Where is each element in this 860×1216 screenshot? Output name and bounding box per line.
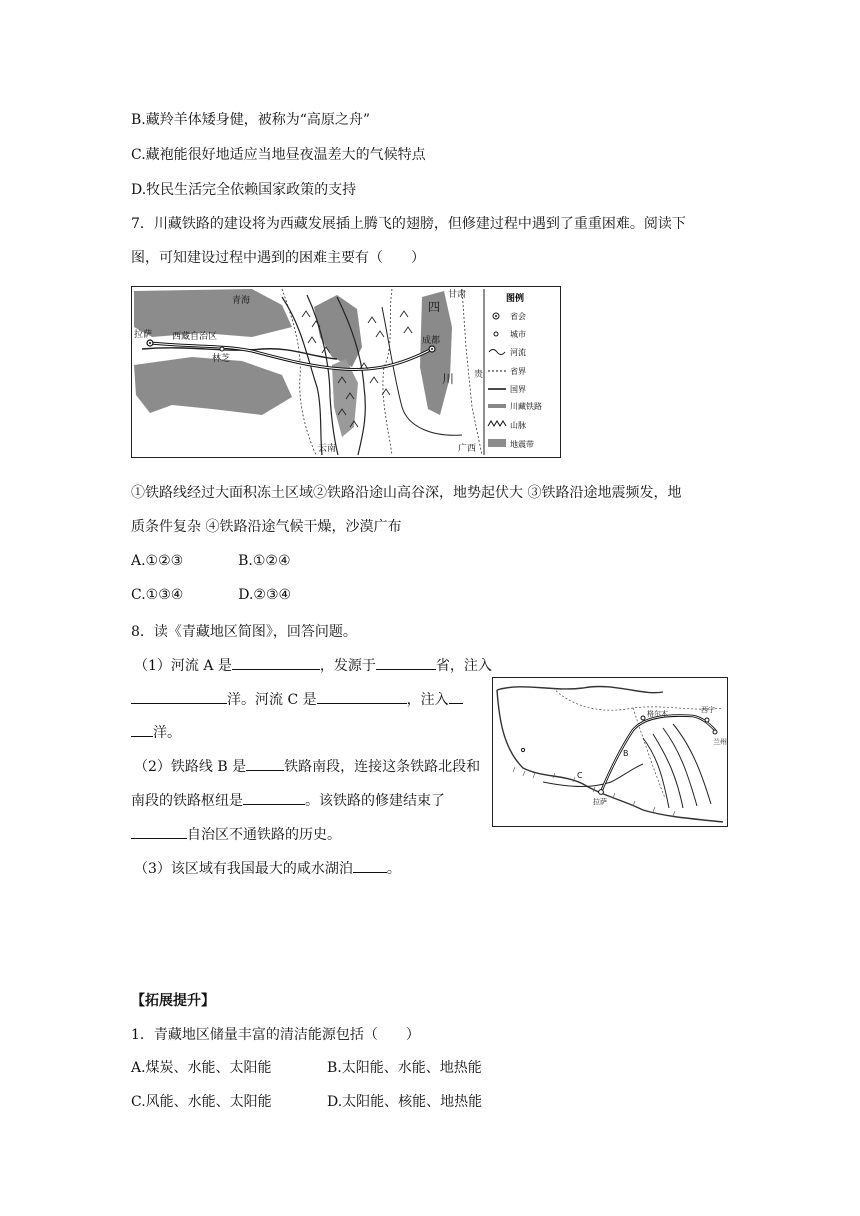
answer-blank[interactable]	[353, 858, 387, 873]
label-qinghai: 青海	[232, 296, 251, 306]
extension-q1-options-row1	[131, 1058, 482, 1078]
province-border	[282, 289, 316, 455]
answer-blank[interactable]	[232, 655, 320, 670]
sichuan-tibet-railway-map	[131, 286, 561, 458]
q8-p2-text-c: 南段的铁路枢纽是	[131, 793, 243, 809]
answer-blank[interactable]	[131, 689, 227, 704]
legend-river: 河流	[510, 348, 526, 357]
lanzhou-marker	[713, 730, 717, 734]
label-river-c: C	[577, 771, 583, 780]
q7-option-c: C.①③④	[131, 587, 184, 603]
extension-q1-option-d: D.太阳能、核能、地热能	[327, 1094, 483, 1110]
q8-p2-text-a: （2）铁路线 B 是	[134, 759, 247, 775]
label-gui: 贵	[474, 370, 484, 380]
label-yunnan: 云南	[318, 444, 337, 454]
label-railway-b: B	[623, 749, 629, 758]
q7-stem-line1: 7．川藏铁路的建设将为西藏发展插上腾飞的翅膀，但修建过程中遇到了重重困难。阅读下	[131, 216, 686, 232]
q8-part1-line1	[134, 655, 492, 676]
q8-part2-line1	[134, 756, 480, 777]
q8-p1-text-f: 洋。	[153, 725, 181, 741]
answer-blank[interactable]	[246, 756, 284, 771]
q8-part2-line2	[131, 790, 445, 811]
q8-p3-text-a: （3）该区域有我国最大的咸水湖泊	[134, 861, 353, 877]
label-lanzhou: 兰州	[713, 738, 727, 746]
label-gansu: 甘肃	[448, 290, 467, 300]
border-south	[497, 690, 723, 822]
label-geermu: 格尔木	[647, 710, 668, 718]
answer-blank[interactable]	[376, 655, 436, 670]
border-hatching	[513, 767, 675, 816]
city-marker	[521, 748, 524, 751]
label-xining: 西宁	[701, 706, 715, 714]
q8-part1-line3	[131, 722, 181, 743]
extension-heading: 【拓展提升】	[131, 993, 215, 1009]
label-si: 四	[428, 300, 441, 314]
geermu-marker	[641, 716, 645, 720]
answer-blank[interactable]	[131, 722, 153, 737]
xining-marker	[705, 718, 709, 722]
q7-option-d: D.②③④	[238, 587, 292, 603]
legend-national-border: 国界	[510, 385, 526, 394]
q8-p3-text-b: 。	[386, 861, 401, 877]
q7-options-row1	[131, 551, 291, 571]
seismic-zone-southwest	[134, 357, 292, 415]
q8-part2-line3	[131, 824, 341, 845]
river-c	[543, 764, 643, 787]
extension-q1-option-a: A.煤炭、水能、太阳能	[131, 1060, 272, 1076]
river-a	[643, 738, 669, 808]
answer-blank[interactable]	[131, 824, 187, 839]
answer-blank[interactable]	[317, 689, 407, 704]
qinghai-tibet-sketch-map	[492, 677, 728, 827]
river	[653, 734, 683, 808]
legend-seismic-zone: 地震带	[510, 440, 534, 449]
legend-title: 图例	[506, 294, 525, 304]
q6-option-b: B.藏羚羊体矮身健，被称为“高原之舟”	[131, 112, 371, 128]
answer-blank[interactable]	[449, 689, 463, 704]
q8-part1-line2	[131, 689, 463, 710]
legend-city: 城市	[510, 330, 526, 339]
q8-p2-text-d: 。该铁路的修建结束了	[305, 793, 445, 809]
q7-statements-line2: 质条件复杂 ④铁路沿途气候干燥，沙漠广布	[131, 519, 402, 535]
extension-q1-option-c: C.风能、水能、太阳能	[131, 1094, 272, 1110]
q8-p1-text-c: 省，注入	[435, 658, 492, 674]
highland-zone-north	[134, 289, 292, 337]
sketch-map-drawing	[493, 678, 727, 826]
extension-q1-option-b: B.太阳能、水能、地热能	[327, 1060, 482, 1076]
q6-option-c: C.藏袍能很好地适应当地昼夜温差大的气候特点	[131, 147, 426, 163]
q8-p1-text-b: ，发源于	[319, 658, 376, 674]
label-lhasa: 拉萨	[134, 330, 153, 340]
q7-stem-line2: 图，可知建设过程中遇到的困难主要有（ ）	[131, 250, 425, 266]
river	[673, 724, 711, 804]
q8-stem: 8．读《青藏地区简图》，回答问题。	[131, 624, 357, 640]
q8-p2-text-b: 铁路南段，连接这条铁路北段和	[284, 759, 481, 775]
q8-part3	[134, 858, 401, 879]
q7-option-b: B.①②④	[238, 553, 291, 569]
label-lhasa: 拉萨	[593, 798, 607, 806]
label-chengdu: 成都	[422, 336, 441, 346]
linzhi-marker	[220, 347, 224, 351]
railway-map-drawing	[132, 287, 560, 457]
province-border	[383, 289, 392, 455]
legend-mountain: 山脉	[510, 421, 526, 430]
extension-q1-stem: 1．青藏地区储量丰富的清洁能源包括（ ）	[131, 1027, 420, 1043]
label-linzhi: 林芝	[212, 354, 231, 364]
answer-blank[interactable]	[243, 790, 305, 805]
q8-p1-text-e: ，注入	[406, 692, 449, 708]
q8-p2-text-e: 自治区不通铁路的历史。	[187, 827, 341, 843]
border-north	[497, 686, 663, 692]
legend-province-border: 省界	[510, 367, 526, 376]
label-guangxi: 广西	[458, 444, 477, 454]
lhasa-marker	[599, 790, 604, 795]
extension-q1-options-row2	[131, 1092, 482, 1112]
legend-capital: 省会	[510, 312, 526, 321]
legend-railway: 川藏铁路	[510, 402, 542, 411]
label-chuan: 川	[442, 372, 455, 386]
legend-items	[488, 311, 542, 449]
q7-option-a: A.①②③	[131, 553, 184, 569]
q7-statements-line1: ①铁路线经过大面积冻土区域②铁路沿途山高谷深，地势起伏大 ③铁路沿途地震频发，地	[131, 485, 682, 501]
label-xizang: 西藏自治区	[172, 332, 218, 342]
q7-options-row2	[131, 585, 291, 605]
q6-option-d: D.牧民生活完全依赖国家政策的支持	[131, 182, 357, 198]
province-border	[633, 708, 665, 798]
q8-p1-text-d: 洋。河流 C 是	[227, 692, 317, 708]
q8-p1-text-a: （1）河流 A 是	[134, 658, 232, 674]
